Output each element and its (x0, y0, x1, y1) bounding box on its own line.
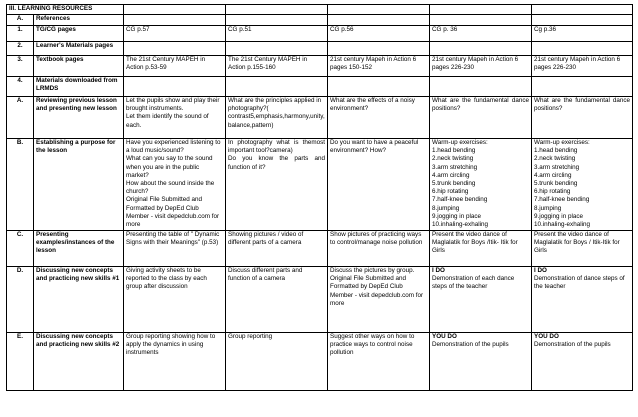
i-do-heading: I DO (534, 267, 547, 274)
table-cell: Do you want to have a peaceful environment? How? (328, 139, 430, 231)
empty-cell (328, 77, 430, 97)
empty-cell (328, 5, 430, 15)
row-code: 2. (7, 42, 34, 56)
table-cell: Group reporting showing how to apply the dynamics in using instruments (124, 333, 226, 391)
table-cell (430, 333, 532, 391)
table-cell: Cg p.36 (532, 26, 633, 42)
table-cell: Giving activity sheets to be reported to the class by each group after discussion (124, 267, 226, 333)
empty-cell (430, 77, 532, 97)
table-cell: The 21st Century MAPEH in Action p.53-59 (124, 56, 226, 77)
row-code: D. (7, 267, 34, 333)
table-cell: Show pictures of practicing ways to control/manage noise pollution (328, 231, 430, 267)
empty-cell (532, 15, 633, 26)
table-cell: The 21st Century MAPEH in Action p.155-160 (226, 56, 328, 77)
empty-cell (328, 15, 430, 26)
table-cell: What are the principles applied in photography?( contrast5,emphasis,harmony,unity,balance,pattern) (226, 97, 328, 139)
row-code: C. (7, 231, 34, 267)
empty-cell (328, 42, 430, 56)
table-cell: CG p.51 (226, 26, 328, 42)
table-cell: CG p.56 (328, 26, 430, 42)
row-code: 4. (7, 77, 34, 97)
empty-cell (532, 5, 633, 15)
table-cell: Let the pupils show and play their brought instruments. Let them identify the sound of each. (124, 97, 226, 139)
row-label-lm: Learner's Materials pages (34, 42, 124, 56)
row-label-textbook: Textbook pages (34, 56, 124, 77)
cell-text: Demonstration of the pupils (432, 341, 509, 349)
table-cell: Warm-up exercises: 1.head bending 2.neck twisting 3.arm stretching 4.arm circling 5.trunk bending 6.hip rotating 7.half-knee bending 8.jumping 9.jogging in place 10.inhaling-exhaling (430, 139, 532, 231)
table-cell: Present the video dance of Maglalatik for Boys / Itik-Itik for Girls (532, 231, 633, 267)
table-cell: CG p. 36 (430, 26, 532, 42)
empty-cell (430, 5, 532, 15)
cell-text: Demonstration of each dance steps of the teacher (432, 275, 515, 291)
table-cell: What are the fundamental dance positions? (430, 97, 532, 139)
empty-cell (124, 15, 226, 26)
row-code: E. (7, 333, 34, 391)
empty-cell (226, 5, 328, 15)
you-do-heading: YOU DO (534, 333, 559, 340)
row-code: 3. (7, 56, 34, 77)
section-title: III. LEARNING RESOURCES (7, 5, 124, 15)
table-cell: CG p.57 (124, 26, 226, 42)
empty-cell (124, 77, 226, 97)
table-cell: Discuss the pictures by group. Original File Submitted and Formatted by DepEd Club Member - visit depedclub.com for more (328, 267, 430, 333)
table-cell: 21st century Mapeh in Action 6 pages 226-230 (532, 56, 633, 77)
table-cell (532, 267, 633, 333)
empty-cell (226, 77, 328, 97)
empty-cell (124, 42, 226, 56)
row-code: 1. (7, 26, 34, 42)
table-cell: In photography what is themost important tool?camera) Do you know the parts and function of it? (226, 139, 328, 231)
table-cell: Warm-up exercises: 1.head bending 2.neck twisting 3.arm stretching 4.arm circling 5.trunk bending 6.hip rotating 7.half-knee bending 8.jumping 9.jogging in place 10.inhaling-exhaling (532, 139, 633, 231)
table-cell: 21st century Mapeh in Action 6 pages 226-230 (430, 56, 532, 77)
row-label-lrmds: Materials downloaded from LRMDS (34, 77, 124, 97)
row-code: A. (7, 15, 34, 26)
empty-cell (226, 42, 328, 56)
empty-cell (226, 15, 328, 26)
empty-cell (532, 77, 633, 97)
i-do-heading: I DO (432, 267, 445, 274)
learning-resources-table (6, 4, 633, 391)
row-label-tg-cg: TG/CG pages (34, 26, 124, 42)
table-cell: What are the effects of a noisy environment? (328, 97, 430, 139)
table-cell: 21st century Mapeh in Action 6 pages 150-152 (328, 56, 430, 77)
row-label-reviewing: Reviewing previous lesson and presenting new lesson (34, 97, 124, 139)
you-do-heading: YOU DO (432, 333, 457, 340)
table-cell: What are the fundamental dance positions? (532, 97, 633, 139)
table-cell: Presenting the table of " Dynamic Signs with their Meanings" (p.53) (124, 231, 226, 267)
empty-cell (124, 5, 226, 15)
table-cell: Present the video dance of Maglalatik for Boys /Itik- Itik for Girls (430, 231, 532, 267)
empty-cell (532, 42, 633, 56)
cell-text: Demonstration of dance steps of the teacher (534, 275, 625, 291)
table-cell: Suggest other ways on how to practice ways to control noise pollution (328, 333, 430, 391)
table-cell (532, 333, 633, 391)
table-cell: Showing pictures / video of different parts of a camera (226, 231, 328, 267)
table-cell: Group reporting (226, 333, 328, 391)
cell-text: Demonstration of the pupils (534, 341, 611, 349)
row-label-discussing-2: Discussing new concepts and practicing new skills #2 (34, 333, 124, 391)
row-label-purpose: Establishing a purpose for the lesson (34, 139, 124, 231)
empty-cell (430, 42, 532, 56)
row-code: B. (7, 139, 34, 231)
row-label-presenting: Presenting examples/instances of the lesson (34, 231, 124, 267)
row-label-references: References (34, 15, 124, 26)
table-cell: Discuss different parts and function of a camera (226, 267, 328, 333)
table-cell: Have you experienced listening to a loud music/sound? What can you say to the sound when you are in the public market? How about the sound inside the church? Original File Submitted and Formatted by DepEd Club Member - visit depedclub.com for more (124, 139, 226, 231)
empty-cell (430, 15, 532, 26)
row-label-discussing-1: Discussing new concepts and practicing new skills #1 (34, 267, 124, 333)
row-code: A. (7, 97, 34, 139)
table-cell (430, 267, 532, 333)
